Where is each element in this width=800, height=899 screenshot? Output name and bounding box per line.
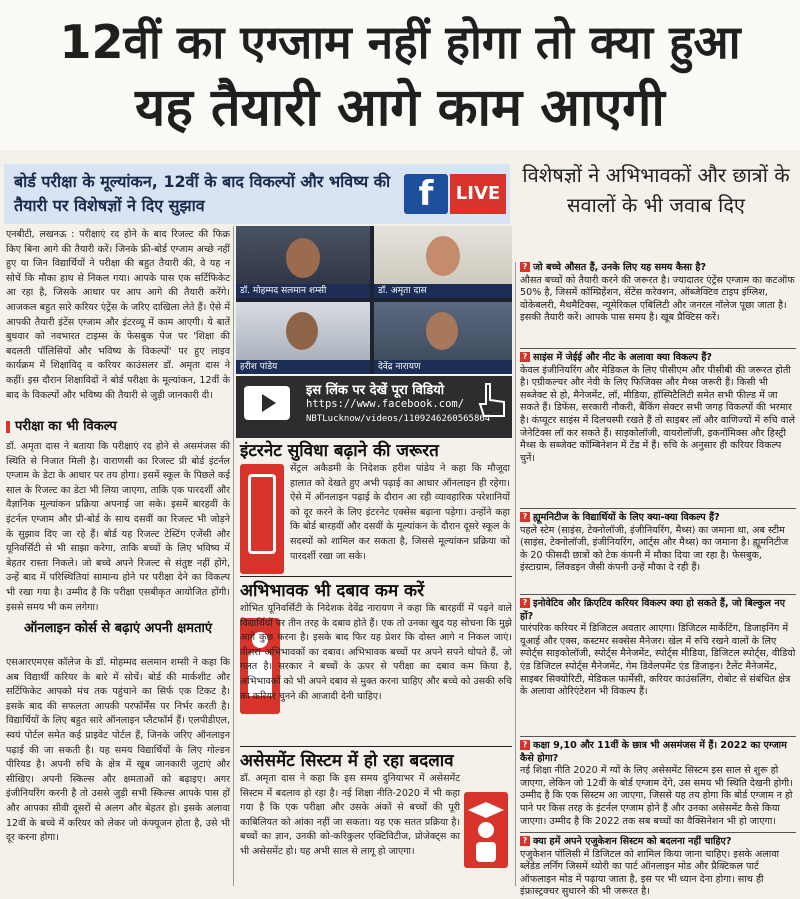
qa-answer: पहले स्टेम (साइंस, टेक्नोलॉजी, इंजीनियरिंग, मैथ्स) का जमाना था, अब स्टीम (साइंस, टेक्नोलॉजी, इंजीनियरिंग, आर्ट्स और मैथ्स) का जमाना है। ह्यूमनिटीज के 20 फीसदी छात्रों को टेक कंपनी में मौका दिया जा रहा है। फेसबुक, इंस्टाग्राम, लिंक्डइन जैसी कंपनी उन्हें मौका दे रही हैं। [520,524,789,574]
headline-block [0,0,800,150]
divider [520,832,796,833]
subhead-exam-option: परीक्षा का भी विकल्प [6,418,230,436]
facebook-icon: f [404,174,448,214]
phone-outline [248,474,276,554]
video-link-url-1[interactable]: https://www.facebook.com/ [306,398,465,410]
qa-item [520,740,796,830]
qa-item [520,262,796,346]
divider [520,594,796,595]
video-link-box [236,376,512,438]
article-internet-body: सेंट्रल अकैडमी के निदेशक हरीश पांडेय ने कहा कि मौजूदा हालात को देखते हुए अभी पढ़ाई का आधार ऑनलाइन ही रहेगा। ऐसे में ऑनलाइन पढ़ाई के दौरान आ रही व्यावहारिक परेशानियों को दूर करने के लिए इंटरनेट एक्सेस बढ़ाना पड़ेगा। उन्होंने कहा कि बोर्ड बारहवीं और दसवीं के मूल्यांकन के दौरान दूसरे स्कूल के सदस्यों को शामिल कर सकता है, जिससे मूल्यांकन प्रक्रिया को पारदर्शी रखा जा सके। [290,463,510,562]
divider [240,576,512,577]
smartphone-icon [240,464,284,574]
photo-devendra-narayan [374,302,512,374]
question-mark-icon: ? [520,836,530,846]
video-play-icon [242,382,296,432]
article-parents-head: अभिभावक भी दबाव कम करें [240,581,425,601]
face-shape [286,238,320,278]
qa-item [520,598,796,734]
face-shape [426,312,458,350]
divider [240,746,512,747]
pointing-hand-icon [476,380,508,420]
question-mark-icon: ? [520,352,530,362]
caption-harish-pandey: हरीश पांडेय [236,360,370,374]
exam-option-body: डॉ. अमृता दास ने बताया कि परीक्षाएं रद होने से असमंजस की स्थिति से निजात मिली है। वाराणसी का रिजल्ट प्री बोर्ड इंटर्नल एग्जाम के डेटा के आधार पर तय होगा। इसमें स्कूल के पिछले कई साल के रिजल्ट का डेटा भी लिया जाएगा, ताकि एक पारदर्शी और वैज्ञानिक मूल्यांकन प्रक्रिया अपनाई जा सके। इसमें बारहवीं के इंटर्नल एग्जाम और प्री-बोर्ड के साथ दसवीं का रिजल्ट भी जोड़ने के सुझाव दिए जा रहे हैं। बोर्ड यह रिजल्ट टेस्टिंग एजेंसी और यूनिवर्सिटी से भी साझा करेगा, ताकि बच्चों के लिए भविष्य में बेहतर रास्ता निकले। जो बच्चे अपने रिजल्ट से संतुष्ट नहीं होंगे, उन्हें बाद में परिस्थितियां सामान्य होने पर परीक्षा देने का विकल्प भी रखा गया है। उम्मीद है कि परीक्षा एसबीकृत आयोजित होंगी। इससे समय भी कम लगेगा। [6,441,230,613]
article-internet-head: इंटरनेट सुविधा बढ़ाने की जरूरत [240,441,439,461]
qa-answer: एजुकेशन पॉलिसी में डिजिटल को शामिल किया जाना चाहिए। इसके अलावा ब्लेंडेड लर्निंग जिसमें थ्योरी का पार्ट ऑनलाइन मोड और प्रैक्टिकल पार्ट ऑफलाइन मोड में पढ़ाया जाता है, इस पर भी ध्यान देना होगा। साथ ही इंफ्रास्ट्रक्चर सुधारने की भी जरूरत है। [520,848,780,898]
video-link-url-2[interactable]: NBTLucknow/videos/1109246260565864 [306,414,491,424]
qa-question: ? जो बच्चे औसत हैं, उनके लिए यह समय कैसा है? [520,262,796,275]
intro-paragraph: एनबीटी, लखनऊ : परीक्षाएं रद होने के बाद रिजल्ट की फिक्र किए बिना आगे की तैयारी करें। जिनके फ्री-बोर्ड एग्जाम अच्छे नहीं हुए या जिन विद्यार्थियों ने परीक्षा की बहुत तैयारी की, वे यह न सोचें कि मौका हाथ से निकल गया। आपके पास एक सर्टिफिकेट आ रहा है, जिसके आधार पर आप आगे की तैयारी करेंगे। आजकल बहुत सारे करियर एंट्रेंस के जरिए दाखिला लेते हैं। ऐसे में आपकी तैयारी इंटेंस एग्जाम और इंटरव्यू में काम आएगी। ये बातें बुधवार को नवभारत टाइम्स के फेसबुक पेज पर 'शिक्षा की बदलती पॉलिसियों और भविष्य के विकल्पों' पर हुए लाइव कार्यक्रम में शिक्षाविद् व करियर काउंसलर डॉ. अमृता दास ने कहीं। इस दौरान शिक्षाविदों ने बोर्ड परीक्षा के मूल्यांकन, 12वीं के बाद के विकल्पों और भविष्य की तैयारी से जुड़ी जानकारी दी। [6,229,230,401]
qa-question: ? ह्यूमनिटीज के विद्यार्थियों के लिए क्या-क्या विकल्प हैं? [520,512,796,525]
face-shape [286,312,318,350]
dek-text: बोर्ड परीक्षा के मूल्यांकन, 12वीं के बाद विकल्पों और भविष्य की तैयारी पर विशेषज्ञों ने दिए सुझाव [14,172,391,215]
qa-item [520,512,796,592]
photo-salman-shamsi [236,226,370,298]
column-rule [233,226,234,886]
column-rule [515,262,516,886]
caption-salman-shamsi: डॉ. मोहम्मद सलमान शम्सी [236,284,370,298]
caption-amrita-das: डॉ. अमृता दास [374,284,512,298]
video-screenshot [236,226,512,374]
video-link-label: इस लिंक पर देखें पूरा विडियो [306,383,445,398]
question-mark-icon: ? [520,598,530,608]
qa-item [520,836,796,898]
photo-harish-pandey [236,302,370,374]
graduation-person-icon [464,792,508,868]
face-shape [426,236,460,276]
qa-question: ? कक्षा 9,10 और 11वीं के छात्र भी असमंजस में हैं। 2022 का एग्जाम कैसे होगा? [520,740,787,764]
caption-devendra-narayan: देवेंद्र नारायण [374,360,512,374]
qa-answer: पारंपरिक करियर में डिजिटल अवतार आएगा। डिजिटल मार्केटिंग, डिजाइनिंग में यूआई और एक्स, कस्टमर सक्सेस मैनेजर। खेल में रुचि रखने वालों के लिए स्पोर्ट्स साइकोलॉजी, स्पोर्ट्स मैनेजमेंट, स्पोर्ट्स मीडिया, डिजिटल स्पोर्ट्स, वीडियो एंड डिजिटल स्पोर्ट्स मैनेजमेंट, गेम डिवेलपमेंट एंड डिजाइन। टैलेंट मैनेजमेंट, साइबर सिक्योरिटी, मेडिकल फार्मेसी, करियर काउंसलिंग, रोबोट से संबंधित क्षेत्र के अलावा ओरिएंटेशन भी विकल्प हैं। [520,623,796,698]
qa-answer: औसत बच्चों को तैयारी करने की जरूरत है। ज्यादातर एंट्रेंस एग्जाम का कटऑफ 50% है, जिसमें कॉम्प्रिहेंशन, सेंटेंस करेक्शन, ऑब्जेक्टिव टाइप इंग्लिश, वोकेबलरी, मैथमैटिक्स, न्यूमेरिकल एबिलिटी और जनरल नॉलेज पूछा जाता है। इसकी तैयारी करें। आपके पास समय है। खूब प्रैक्टिस करें। [520,274,795,324]
divider [520,508,796,509]
qa-question: ? क्या हमें अपने एजुकेशन सिस्टम को बदलना नहीं चाहिए? [520,836,796,849]
subhead-online-courses: ऑनलाइन कोर्स से बढ़ाएं अपनी क्षमताएं [23,621,213,636]
article-assessment-head: असेसमेंट सिस्टम में हो रहा बदलाव [240,751,454,771]
headline-line-2: यह तैयारी आगे काम आएगी [135,78,665,138]
qa-section-title: विशेषज्ञों ने अभिभावकों और छात्रों के सवालों के भी जवाब दिए [522,163,790,217]
divider [520,736,796,737]
qa-answer: नई शिक्षा नीति 2020 में ग्यों के लिए असेसमेंट सिस्टम इस साल से शुरू हो जाएगा, लेकिन जो 12वीं के बोर्ड एग्जाम देंगे, उस समय भी स्थिति देखनी होगी। उम्मीद है कि एक सिस्टम आ जाएगा, जिससे यह तय होगा कि बोर्ड एग्जाम न हो पाने पर किस तरह के इंटर्नल एग्जाम होने हैं और उनका असेसमेंट कैसे किया जाएगा। उम्मीद है कि 2022 तक सब बच्चों का वैक्सिनेशन भी हो जाएगा। [520,765,793,827]
live-badge: LIVE [450,174,506,214]
photo-amrita-das [374,226,512,298]
qa-question: ? इनोवेटिव और क्रिएटिव करियर विकल्प क्या हो सकते हैं, जो बिल्कुल नए हों? [520,598,786,622]
question-mark-icon: ? [520,740,530,750]
article-parents-body: शोभित यूनिवर्सिटी के निदेशक देवेंद्र नारायण ने कहा कि बारहवीं में पढ़ने वाले विद्यार्थियों पर तीन तरह के दबाव होते हैं। एक तो उनका खुद यह सोचना कि मुझे आगे कुछ करना है। इसके बाद फिर यह प्रेशर कि दोस्त आगे न निकल जाएं। तीसरा अभिभावकों का दबाव। अभिभावक बच्चों पर अपने सपने थोपते हैं, जो गलत है। सरकार ने बच्चों के ऊपर से परीक्षा का दबाव कम किया है, अभिभावकों को भी अपने दबाव से मुक्त करना चाहिए और बच्चे को उसकी रुचि का करियर चुनने की आजादी देनी चाहिए। [240,603,512,702]
question-mark-icon: ? [520,512,530,522]
qa-answer: केवल इंजीनियरिंग और मेडिकल के लिए पीसीएम और पीसीबी की जरूरत होती है। एग्रीकल्चर और नेवी के लिए फिजिक्स और मैथ्स जरूरी हैं। किसी भी सब्जेक्ट से हो, मैनेजमेंट, लॉ, मीडिया, हॉस्पिटैलिटी समेत सभी फील्ड में जा सकते हैं। डिफेंस, सरकारी नौकरी, बैंकिंग सेक्टर सभी जगह विकल्पों की भरमार है। कंप्यूटर साइंस में दिलचस्पी रखते हैं तो साइबर लॉ और वाणिज्यों में रुचि वाले जेनेटिक्स लॉ कर सकते हैं। साइकोलॉजी, वायरोलॉजी, इकनॉमिक्स और हिस्ट्री मैथ्स के सब्जेक्ट कॉम्बिनेशन में टेंड में हैं। रुचि के अनुसार ही करियर विकल्प चुनें। [520,364,795,464]
qa-question: ? साइंस में जेईई और नीट के अलावा क्या विकल्प हैं? [520,352,796,365]
online-courses-body: एसआरएमएस कॉलेज के डॉ. मोहम्मद सलमान शम्सी ने कहा कि अब विद्यार्थी करियर के बारे में सोचें। बोर्ड की मार्कशीट और सर्टिफिकेट आपको मंच तक पहुंचाने का सिर्फ एक टिकट है। इसके बाद की सफलता आपकी परफॉर्मेंस पर निर्भर करती है। विद्यार्थियों के लिए बहुत सारे ऑनलाइन प्लैटफॉर्म हैं। एलपीडीएल, स्वयं पोर्टल समेत कई प्राइवेट पोर्टल हैं, जिनके जरिए ऑनलाइन पढ़ाई की जा सकती है। यह समय विद्यार्थियों के लिए गोल्डन पीरियड है। अपनी रुचि के क्षेत्र में खूब जानकारी जुटाएं और सीखिए। अपनी स्किल्स और क्षमताओं को बढ़ाइए। अगर इंजीनियरिंग करनी है तो उससे जुड़ी सभी स्किल्स आपके पास हों और आपका सीवी दूसरों से अलग और बेहतर हो। इसके अलावा 12वीं के बच्चे में करियर को लेकर जो कंफ्यूजन होता है, उसे भी दूर करना होगा। [6,657,230,844]
headline-line-1: 12वीं का एग्जाम नहीं होगा तो क्या हुआ [59,15,741,69]
question-mark-icon: ? [520,262,530,272]
divider [520,348,796,349]
qa-item [520,352,796,506]
subhead-marker [6,421,10,433]
article-assessment-body: डॉ. अमृता दास ने कहा कि इस समय दुनियाभर में असेसमेंट सिस्टम में बदलाव हो रहा है। नई शिक्षा नीति-2020 में भी कहा गया है कि एक परीक्षा और उसके अंकों से बच्चों की पूरी काबिलियत को आंका नहीं जा सकता। यह एक सतत प्रक्रिया है। बच्चों का ज्ञान, उनकी को-करिकुलर एक्टिविटीज, प्रोजेक्ट्स का भी असेसमेंट हो। यह अभी साल से लागू हो जाएगा। [240,773,460,857]
